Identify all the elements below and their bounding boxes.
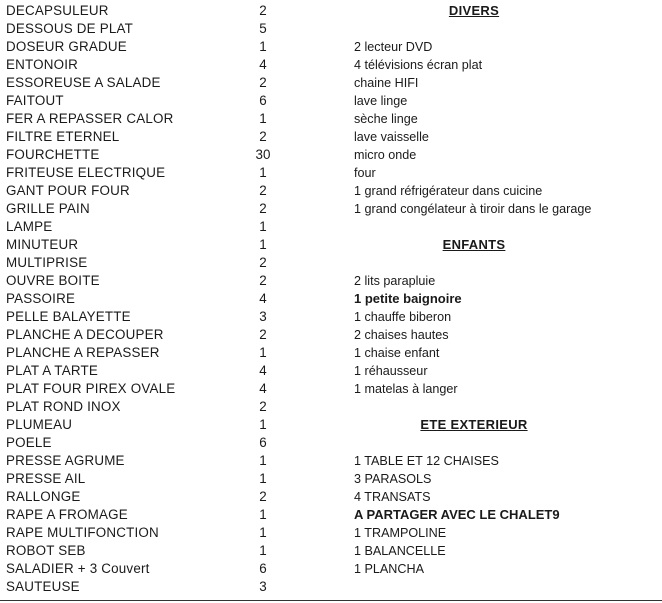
item-quantity: 6 <box>259 561 267 576</box>
item-quantity: 30 <box>255 147 271 162</box>
item-name: PELLE BALAYETTE <box>6 309 131 324</box>
item-name: PLANCHE A REPASSER <box>6 345 160 360</box>
page-bottom-divider <box>0 600 662 601</box>
equipment-item: 4 TRANSATS <box>354 490 431 504</box>
item-quantity: 2 <box>259 3 267 18</box>
item-quantity: 1 <box>259 345 267 360</box>
item-name: SALADIER + 3 Couvert <box>6 561 150 576</box>
equipment-item: micro onde <box>354 148 417 162</box>
section-heading: ENFANTS <box>442 237 506 252</box>
item-quantity: 2 <box>259 183 267 198</box>
inventory-row <box>0 218 300 236</box>
equipment-item: 1 chauffe biberon <box>354 310 452 324</box>
inventory-row <box>0 434 300 452</box>
inventory-row <box>0 56 300 74</box>
item-name: PLAT FOUR PIREX OVALE <box>6 381 176 396</box>
inventory-row <box>0 560 300 578</box>
inventory-list <box>0 2 300 596</box>
highlight-item: A PARTAGER AVEC LE CHALET9 <box>354 507 560 522</box>
section-heading: ETE EXTERIEUR <box>420 417 528 432</box>
equipment-item: 1 PLANCHA <box>354 562 424 576</box>
equipment-item: 2 chaises hautes <box>354 328 449 342</box>
item-quantity: 6 <box>259 435 267 450</box>
equipment-item: 2 lits parapluie <box>354 274 436 288</box>
item-quantity: 2 <box>259 255 267 270</box>
item-name: FAITOUT <box>6 93 64 108</box>
equipment-item: 1 grand congélateur à tiroir dans le garage <box>354 202 592 216</box>
item-name: DECAPSULEUR <box>6 3 109 18</box>
item-name: RAPE MULTIFONCTION <box>6 525 159 540</box>
item-name: POELE <box>6 435 52 450</box>
item-quantity: 2 <box>259 201 267 216</box>
item-quantity: 1 <box>259 219 267 234</box>
item-quantity: 2 <box>259 327 267 342</box>
item-name: PASSOIRE <box>6 291 76 306</box>
equipment-item: lave linge <box>354 94 408 108</box>
inventory-row <box>0 20 300 38</box>
inventory-row <box>0 290 300 308</box>
item-quantity: 2 <box>259 273 267 288</box>
item-name: GANT POUR FOUR <box>6 183 130 198</box>
equipment-item: chaine HIFI <box>354 76 419 90</box>
equipment-item: 1 grand réfrigérateur dans cuicine <box>354 184 543 198</box>
inventory-row <box>0 398 300 416</box>
item-name: ESSOREUSE A SALADE <box>6 75 161 90</box>
inventory-row <box>0 344 300 362</box>
item-quantity: 4 <box>259 381 267 396</box>
item-quantity: 2 <box>259 129 267 144</box>
inventory-row <box>0 236 300 254</box>
inventory-row <box>0 506 300 524</box>
equipment-item: 3 PARASOLS <box>354 472 432 486</box>
item-quantity: 4 <box>259 291 267 306</box>
equipment-item: 1 réhausseur <box>354 364 428 378</box>
equipment-item: 1 matelas à langer <box>354 382 458 396</box>
item-name: OUVRE BOITE <box>6 273 100 288</box>
inventory-row <box>0 128 300 146</box>
equipment-list <box>354 2 654 578</box>
inventory-row <box>0 380 300 398</box>
item-quantity: 3 <box>259 309 267 324</box>
item-quantity: 4 <box>259 363 267 378</box>
item-quantity: 4 <box>259 57 267 72</box>
inventory-row <box>0 110 300 128</box>
item-quantity: 1 <box>259 453 267 468</box>
item-name: FRITEUSE ELECTRIQUE <box>6 165 166 180</box>
inventory-row <box>0 470 300 488</box>
equipment-item: 4 télévisions écran plat <box>354 58 483 72</box>
inventory-row <box>0 524 300 542</box>
item-quantity: 1 <box>259 237 267 252</box>
spacer <box>354 20 654 38</box>
inventory-row <box>0 452 300 470</box>
item-quantity: 1 <box>259 417 267 432</box>
item-quantity: 1 <box>259 39 267 54</box>
item-name: ENTONOIR <box>6 57 79 72</box>
inventory-row <box>0 326 300 344</box>
inventory-row <box>0 146 300 164</box>
item-quantity: 3 <box>259 579 267 594</box>
inventory-row <box>0 200 300 218</box>
item-quantity: 2 <box>259 75 267 90</box>
equipment-item: lave vaisselle <box>354 130 429 144</box>
equipment-item: 1 TABLE ET 12 CHAISES <box>354 454 499 468</box>
inventory-row <box>0 92 300 110</box>
item-name: PLUMEAU <box>6 417 73 432</box>
equipment-item: sèche linge <box>354 112 418 126</box>
item-name: RAPE A FROMAGE <box>6 507 128 522</box>
item-quantity: 5 <box>259 21 267 36</box>
equipment-item: 1 BALANCELLE <box>354 544 446 558</box>
item-name: FER A REPASSER CALOR <box>6 111 174 126</box>
item-quantity: 1 <box>259 507 267 522</box>
item-name: MULTIPRISE <box>6 255 88 270</box>
inventory-row <box>0 362 300 380</box>
item-name: MINUTEUR <box>6 237 79 252</box>
inventory-row <box>0 254 300 272</box>
item-quantity: 6 <box>259 93 267 108</box>
item-quantity: 1 <box>259 471 267 486</box>
item-quantity: 1 <box>259 165 267 180</box>
inventory-row <box>0 578 300 596</box>
item-quantity: 1 <box>259 525 267 540</box>
item-quantity: 1 <box>259 111 267 126</box>
item-quantity: 2 <box>259 489 267 504</box>
item-name: PRESSE AIL <box>6 471 86 486</box>
item-name: SAUTEUSE <box>6 579 80 594</box>
item-name: DOSEUR GRADUE <box>6 39 127 54</box>
item-name: PLANCHE A DECOUPER <box>6 327 164 342</box>
inventory-row <box>0 488 300 506</box>
item-quantity: 1 <box>259 543 267 558</box>
equipment-item: 1 chaise enfant <box>354 346 440 360</box>
item-name: PLAT A TARTE <box>6 363 98 378</box>
spacer <box>354 254 654 272</box>
spacer <box>354 218 654 236</box>
inventory-row <box>0 74 300 92</box>
equipment-item: 1 TRAMPOLINE <box>354 526 447 540</box>
item-name: LAMPE <box>6 219 53 234</box>
inventory-row <box>0 542 300 560</box>
highlight-item: 1 petite baignoire <box>354 291 462 306</box>
item-name: PLAT ROND INOX <box>6 399 121 414</box>
inventory-row <box>0 182 300 200</box>
equipment-item: 2 lecteur DVD <box>354 40 433 54</box>
spacer <box>354 434 654 452</box>
inventory-row <box>0 272 300 290</box>
item-name: RALLONGE <box>6 489 81 504</box>
item-name: DESSOUS DE PLAT <box>6 21 134 36</box>
inventory-row <box>0 416 300 434</box>
section-heading: DIVERS <box>448 3 500 18</box>
inventory-row <box>0 2 300 20</box>
item-name: ROBOT SEB <box>6 543 86 558</box>
inventory-row <box>0 308 300 326</box>
item-quantity: 2 <box>259 399 267 414</box>
item-name: FOURCHETTE <box>6 147 100 162</box>
inventory-row <box>0 38 300 56</box>
item-name: PRESSE AGRUME <box>6 453 125 468</box>
spacer <box>354 398 654 416</box>
inventory-row <box>0 164 300 182</box>
item-name: GRILLE PAIN <box>6 201 90 216</box>
equipment-item: four <box>354 166 376 180</box>
item-name: FILTRE ETERNEL <box>6 129 120 144</box>
